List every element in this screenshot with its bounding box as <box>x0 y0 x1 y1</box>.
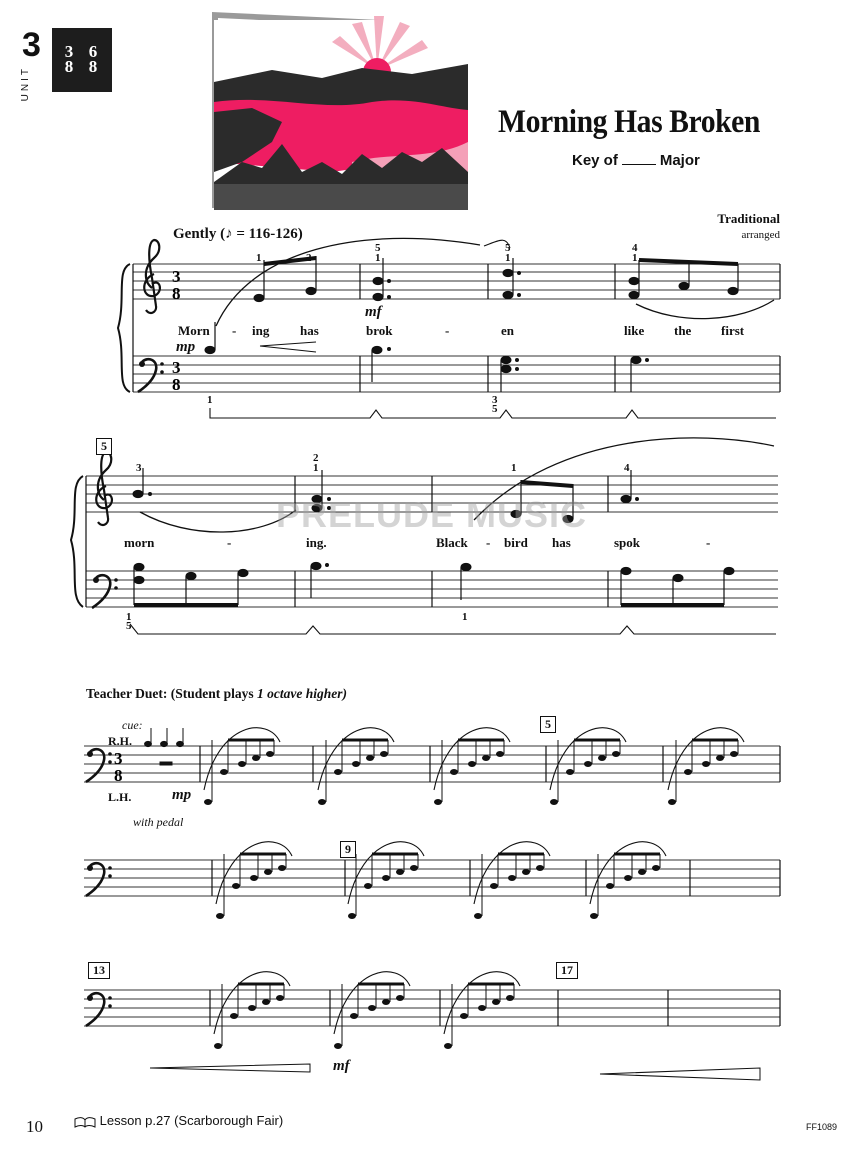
arpeggio-note <box>490 883 498 889</box>
duet-row3-staff <box>84 990 780 1026</box>
arpeggio-note <box>460 1013 468 1019</box>
fingering: 3 <box>136 462 142 474</box>
arpeggio-note <box>348 913 356 919</box>
lesson-reference <box>74 1113 283 1128</box>
arpeggio-note <box>250 875 258 881</box>
arpeggio-note <box>382 875 390 881</box>
arpeggio-note <box>276 995 284 1001</box>
arpeggio-note <box>238 761 246 767</box>
arpeggio-note <box>598 755 606 761</box>
dynamic-mp: mp <box>176 339 196 355</box>
arpeggio-note <box>468 761 476 767</box>
lyric-syllable: has <box>300 323 319 338</box>
svg-text:3: 3 <box>172 267 181 286</box>
teacher-heading-italic: 1 octave higher) <box>257 686 348 701</box>
arpeggio-note <box>478 1005 486 1011</box>
lyric-syllable: en <box>501 323 514 338</box>
arpeggio-note <box>536 865 544 871</box>
lyric-syllable: Morn <box>178 323 210 338</box>
arpeggio-note <box>334 1043 342 1049</box>
with-pedal-label: with pedal <box>133 815 184 829</box>
arpeggio-note <box>668 799 676 805</box>
arpeggio-note <box>450 769 458 775</box>
arpeggio-note <box>334 769 342 775</box>
key-prompt-after: Major <box>659 152 700 169</box>
arpeggio-slur <box>668 728 744 790</box>
arpeggio-slur <box>474 842 550 904</box>
arpeggio-note <box>366 755 374 761</box>
arpeggio-note <box>230 1013 238 1019</box>
tempo-marking: Gently (♪ = 116-126) <box>173 226 303 242</box>
lyric-syllable: first <box>721 323 745 338</box>
composer-credit: Traditional <box>717 211 780 226</box>
arpeggio-note <box>652 865 660 871</box>
arpeggio-slur <box>348 842 424 904</box>
arranger-credit: arranged <box>741 229 780 241</box>
song-title: Morning Has Broken <box>498 104 760 140</box>
lyric-syllable: has <box>552 535 571 550</box>
arpeggio-note <box>214 1043 222 1049</box>
svg-text:8: 8 <box>172 284 181 303</box>
arpeggio-slur <box>216 842 292 904</box>
lyric-syllable: ing. <box>306 535 327 550</box>
duet-row2-staff <box>84 860 780 896</box>
unit-label: UNIT <box>20 66 31 102</box>
arpeggio-note <box>606 883 614 889</box>
measure-number: 13 <box>88 962 110 979</box>
lyric-syllable: the <box>674 323 692 338</box>
bass-clef-icon <box>138 359 164 392</box>
system2-brace <box>71 476 83 607</box>
badge-ts1-bottom: 8 <box>64 57 74 76</box>
lyric-hyphen: - <box>706 535 711 550</box>
lh-fingering: 5 <box>126 620 132 632</box>
system1-bass-notes <box>372 346 649 392</box>
arpeggio-note <box>482 755 490 761</box>
svg-text:8: 8 <box>172 375 181 394</box>
lyric-syllable: brok <box>366 323 393 338</box>
duet-dynamic-mp: mp <box>172 787 192 803</box>
arpeggio-slur <box>434 728 510 790</box>
arpeggio-note <box>352 761 360 767</box>
lyric-hyphen: - <box>232 323 237 338</box>
lh-label: L.H. <box>108 790 132 804</box>
arpeggio-note <box>396 995 404 1001</box>
arpeggio-slur <box>590 842 666 904</box>
lyric-hyphen: - <box>486 535 491 550</box>
badge-ts1-top: 3 <box>64 42 74 61</box>
fingering: 4 <box>632 242 638 254</box>
key-prompt-before: Key of <box>572 152 618 169</box>
arpeggio-note <box>492 999 500 1005</box>
arpeggio-slur <box>318 728 394 790</box>
rh-label: R.H. <box>108 734 132 748</box>
lyric-hyphen: - <box>445 323 450 338</box>
arpeggio-note <box>506 995 514 1001</box>
lyric-syllable: like <box>624 323 645 338</box>
arpeggio-note <box>590 913 598 919</box>
fingering: 5 <box>505 242 511 254</box>
teacher-heading-bold: Teacher Duet: (Student plays <box>86 686 254 701</box>
svg-text:8: 8 <box>114 766 123 785</box>
arpeggio-note <box>266 751 274 757</box>
fingering: 1 <box>256 252 262 264</box>
arpeggio-note <box>730 751 738 757</box>
lesson-reference-text: Lesson p.27 (Scarborough Fair) <box>99 1113 284 1128</box>
arpeggio-note <box>364 883 372 889</box>
arpeggio-note <box>496 751 504 757</box>
dynamic-mf: mf <box>365 304 382 320</box>
arpeggio-note <box>382 999 390 1005</box>
arpeggio-note <box>716 755 724 761</box>
lyric-hyphen: - <box>227 535 232 550</box>
watermark: PRELUDE MUSIC <box>276 494 588 535</box>
badge-ts2-bottom: 8 <box>88 57 98 76</box>
measure-number: 5 <box>540 716 556 733</box>
arpeggio-note <box>220 769 228 775</box>
arpeggio-note <box>248 1005 256 1011</box>
lh-fingering: 3 <box>492 394 498 406</box>
system1-bass-staff <box>133 356 780 392</box>
fingering: 1 <box>511 462 517 474</box>
page-number: 10 <box>26 1117 43 1136</box>
arpeggio-note <box>278 865 286 871</box>
arpeggio-note <box>232 883 240 889</box>
arpeggio-note <box>702 761 710 767</box>
fingering: 1 <box>375 252 381 264</box>
arpeggio-note <box>396 869 404 875</box>
fingering: 1 <box>632 252 638 264</box>
arpeggio-note <box>368 1005 376 1011</box>
arpeggio-note <box>444 1043 452 1049</box>
system1-brace <box>118 264 130 392</box>
arpeggio-note <box>264 869 272 875</box>
fingering: 1 <box>313 462 319 474</box>
treble-clef-icon <box>144 240 160 313</box>
arpeggio-slur <box>334 972 410 1034</box>
arpeggio-note <box>550 799 558 805</box>
book-icon <box>74 1116 96 1128</box>
arpeggio-slur <box>204 728 280 790</box>
arpeggio-note <box>612 751 620 757</box>
fingering: 4 <box>624 462 630 474</box>
arpeggio-note <box>252 755 260 761</box>
arpeggio-note <box>566 769 574 775</box>
teacher-duet-heading <box>86 686 347 702</box>
system2-notes <box>133 468 734 605</box>
arpeggio-note <box>318 799 326 805</box>
arpeggio-slur <box>444 972 520 1034</box>
lyric-syllable: bird <box>504 535 528 550</box>
svg-text:3: 3 <box>172 358 181 377</box>
lh-fingering: 1 <box>462 611 468 623</box>
measure-number: 17 <box>556 962 578 979</box>
arpeggio-note <box>216 913 224 919</box>
arpeggio-note <box>684 769 692 775</box>
fingering: 2 <box>306 252 312 264</box>
arpeggio-note <box>204 799 212 805</box>
arpeggio-note <box>474 913 482 919</box>
fingering: 5 <box>375 242 381 254</box>
lyric-syllable: morn <box>124 535 155 550</box>
arpeggio-note <box>522 869 530 875</box>
arpeggio-slur <box>550 728 626 790</box>
lyric-syllable: spok <box>614 535 641 550</box>
lyric-syllable: Black <box>436 535 468 550</box>
badge-ts2-top: 6 <box>88 42 98 61</box>
system1-treble-staff <box>133 264 780 299</box>
arpeggio-note <box>434 799 442 805</box>
unit-number: 3 <box>22 26 41 64</box>
duet-dynamic-mf: mf <box>333 1058 350 1074</box>
arpeggio-note <box>380 751 388 757</box>
arpeggio-note <box>638 869 646 875</box>
fingering: 2 <box>313 452 319 464</box>
system2-pedal-line <box>130 624 776 634</box>
arpeggio-note <box>410 865 418 871</box>
arpeggio-slur <box>214 972 290 1034</box>
svg-text:3: 3 <box>114 749 123 768</box>
system1-treble-notes <box>205 256 738 354</box>
arpeggio-note <box>350 1013 358 1019</box>
arpeggio-note <box>508 875 516 881</box>
arpeggio-note <box>624 875 632 881</box>
arpeggio-note <box>584 761 592 767</box>
lyric-syllable: ing <box>252 323 270 338</box>
measure-number: 5 <box>96 438 112 455</box>
lh-fingering: 1 <box>126 611 132 623</box>
cue-label: cue: <box>122 718 143 732</box>
catalog-code: FF1089 <box>806 1122 838 1132</box>
lh-fingering: 1 <box>207 394 213 406</box>
arpeggio-note <box>262 999 270 1005</box>
lh-fingering: 5 <box>492 403 498 415</box>
measure-number: 9 <box>340 841 356 858</box>
fingering: 1 <box>505 252 511 264</box>
